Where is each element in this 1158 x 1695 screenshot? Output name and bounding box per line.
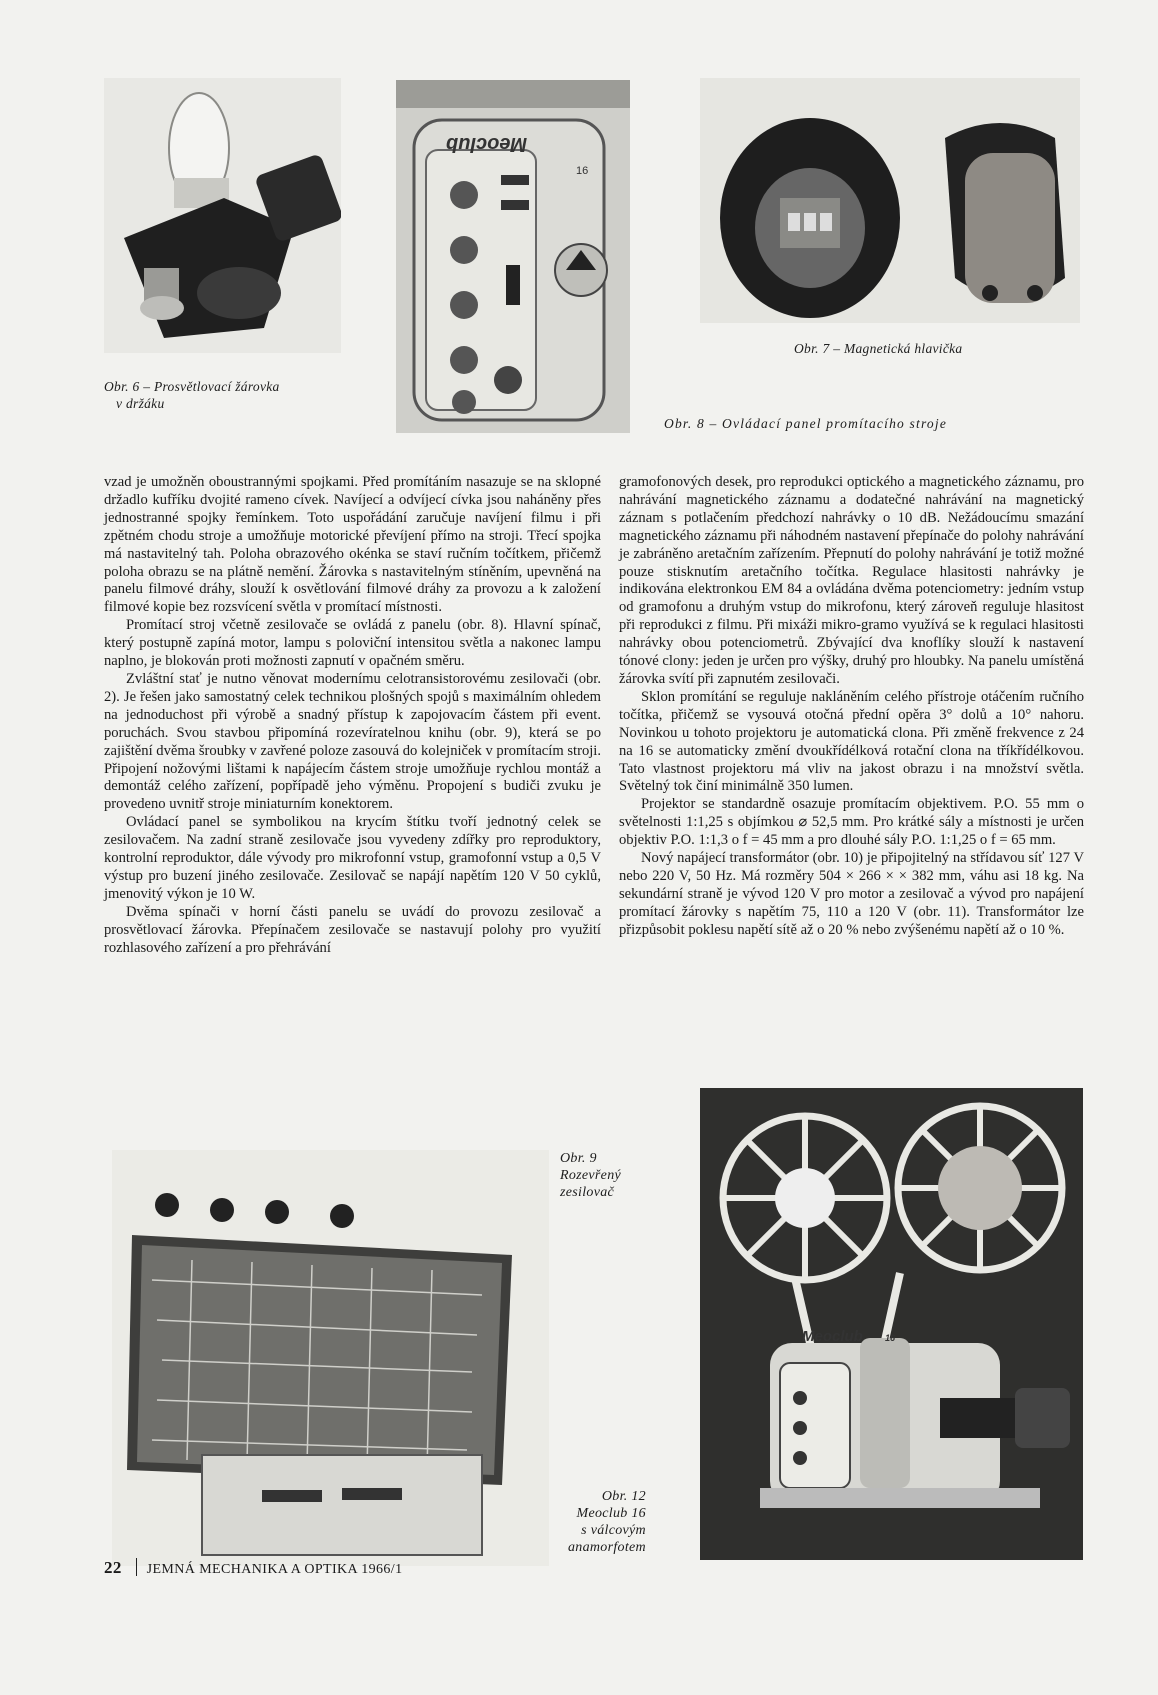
left-paragraph-1: vzad je umožněn oboustrannými spojkami. Před promítáním nasazuje se na sklopné držadlo kufříku dvojité rameno cívek. Navíjecí a odvíjecí cívka jsou naháněny přes jednostranné spojky řemínkem. Toto uspořádání zaručuje navíjení filmu i při zpětném chodu stroje a umožňuje motorické převíjení přímo na stroji. Třecí spojka má nastavitelný tah. Poloha obrazového okénka se staví ručním točítkem, přičemž poloha obrazu se na plátně nemění. Žárovka s nastavitelným stíněním, upevněná na panelu filmové dráhy, slouží k osvětlování filmové dráhy za provozu a k založení filmové kopie bez rozsvícení světla v promítací místnosti. xyxy=(104,474,601,616)
caption-obr6 xyxy=(104,378,280,412)
left-paragraph-5: Dvěma spínači v horní části panelu se uvádí do provozu zesilovač a prosvětlovací žárovka. Přepínačem zesilovače se nastavují polohy pro využití rozhlasového zařízení a pro přehrávání xyxy=(104,903,601,956)
page-footer xyxy=(104,1558,403,1578)
right-paragraph-4: Nový napájecí transformátor (obr. 10) je připojitelný na střídavou síť 127 V nebo 220 V, 50 Hz. Má rozměry 504 × 266 × × 382 mm, váhu asi 18 kg. Na sekundární straně je vývod 120 V pro motor a zesilovač a vývod pro napájení promítací žárovky s napětím 75, 110 a 120 V (obr. 11). Transformátor lze přizpůsobit poklesu napětí sítě až o 20 % nebo zvýšenému napětí až o 10 %. xyxy=(619,850,1084,938)
caption-obr9-line3: zesilovač xyxy=(560,1185,615,1200)
photo-magnetic-head xyxy=(700,78,1080,323)
caption-obr8: Obr. 8 – Ovládací panel promítacího stroje xyxy=(664,416,948,431)
right-paragraph-1: gramofonových desek, pro reprodukci optického a magnetického záznamu, pro nahrávání magnetického záznamu a dodatečné nahrávání na magnetický záznam s potlačením předchozí nahrávky o 10 dB. Nežádoucímu smazání magnetického záznamu při náhodném nastavení přepínače do polohy nahrávání je zabráněno aretačním zařízením. Přepnutí do polohy nahrávání je totiž možné pouze stisknutím aretačního točítka. Regulace hlasitosti nahrávky je indikována elektronkou EM 84 a ovládána dvěma potenciometry: jedním vstup od gramofonu a druhým vstup do mikrofonu, který zároveň reguluje hlasitost při reprodukci z filmu. Při mixáži mikro-gramo využívá se k regulaci hlasitosti nahrávky obou potenciometrů. Zbývající dva knoflíky slouží k nastavení tónové clony: jeden je určen pro výšky, druhý pro hloubky. Na panelu umístěná žárovka svítí při zapnutém zesilovači. xyxy=(619,474,1084,687)
journal-title: JEMNÁ MECHANIKA A OPTIKA 1966/1 xyxy=(146,1562,403,1577)
left-paragraph-3: Zvláštní stať je nutno věnovat modernímu celotransistorovému zesilovači (obr. 2). Je řešen jako samostatný celek technikou plošných spojů s maximálním ohledem na jednoduchost při výrobě a snadný přístup k zapojovacím částem při event. poruchách. Svou stavbou připomíná rozevíratelnou knihu (obr. 9), která se po zajištění dvěma šroubky v zavřené poloze zasouvá do kolejniček v promítacím stroji. Připojení nožovými lištami k napájecím částem stroje umožňuje rychlou montáž a demontáž celého zařízení, popřípadě jeho výměnu. Propojení s budiči zvuku je provedeno uvnitř stroje miniaturním konektorem. xyxy=(104,670,601,813)
right-column xyxy=(619,474,1084,940)
panel-logo xyxy=(446,132,527,155)
footer-divider xyxy=(136,1558,137,1576)
left-paragraph-2: Promítací stroj včetně zesilovače se ovládá z panelu (obr. 8). Hlavní spínač, který postupně zapíná motor, lampu s poloviční intensitou světla a nakonec lampu naplno, je blokován proti možnosti zapnutí v opačném směru. xyxy=(104,617,601,670)
right-paragraph-3: Projektor se standardně osazuje promítacím objektivem. P.O. 55 mm o světelnosti 1:1,25 s objímkou ⌀ 52,5 mm. Pro krátké sály a místnosti je určen objektiv P.O. 1:1,3 o f = 45 mm a pro dlouhé sály P.O. 1:1,25 o f = 65 mm. xyxy=(619,796,1084,849)
caption-obr12-line3: s válcovým xyxy=(581,1523,646,1538)
panel-brand: Meoclub xyxy=(446,133,528,155)
caption-obr12-line2: Meoclub 16 xyxy=(576,1506,646,1521)
caption-obr12-line1: Obr. 12 xyxy=(601,1489,646,1504)
left-paragraph-4: Ovládací panel se symbolikou na krycím štítku tvoří jednotný celek se zesilovačem. Na zadní straně zesilovače jsou vyvedeny zdířky pro reproduktory, kontrolní reproduktor, dále vývody pro mikrofonní vstup, gramofonní vstup a 0,5 V výstup pro buzení jiného zesilovače. Zesilovač se napájí napětím 120 V 50 cyklů, jmenovitý výkon je 10 W. xyxy=(104,814,601,902)
photo-projector xyxy=(700,1088,1083,1560)
photo-control-panel xyxy=(396,80,630,433)
caption-obr6-line1: Obr. 6 – Prosvětlovací žárovka xyxy=(104,379,280,394)
projector-model: 16 xyxy=(885,1333,896,1343)
caption-obr12-line4: anamorfotem xyxy=(568,1540,646,1555)
left-column xyxy=(104,474,601,957)
caption-obr9 xyxy=(560,1150,621,1201)
right-paragraph-2: Sklon promítání se reguluje nakláněním celého přístroje otáčením ručního točítka, přičemž se vysouvá otočná přední opěra 3° dolů a 10° nahoru. Novinkou u tohoto projektoru je automatická clona. Při změně frekvence z 24 na 16 se automaticky změní dvoukřídélková rotační clona na tříkřídélkovou. Tato vlastnost projektoru má vliv na jakost obrazu i na množství světla. Světelný tok činí minimálně 350 lumen. xyxy=(619,688,1084,795)
caption-obr7: Obr. 7 – Magnetická hlavička xyxy=(794,341,963,356)
page-number: 22 xyxy=(104,1558,122,1577)
projector-logo xyxy=(802,1328,895,1345)
caption-obr12 xyxy=(568,1488,646,1556)
panel-model: 16 xyxy=(576,165,589,177)
caption-obr9-line2: Rozevřený xyxy=(560,1168,622,1183)
projector-brand: Meoclub xyxy=(802,1328,863,1345)
caption-obr9-line1: Obr. 9 xyxy=(560,1151,597,1166)
photo-lamp-holder xyxy=(104,78,341,353)
caption-obr6-line2: v držáku xyxy=(116,396,165,411)
photo-opened-amplifier xyxy=(112,1150,549,1566)
